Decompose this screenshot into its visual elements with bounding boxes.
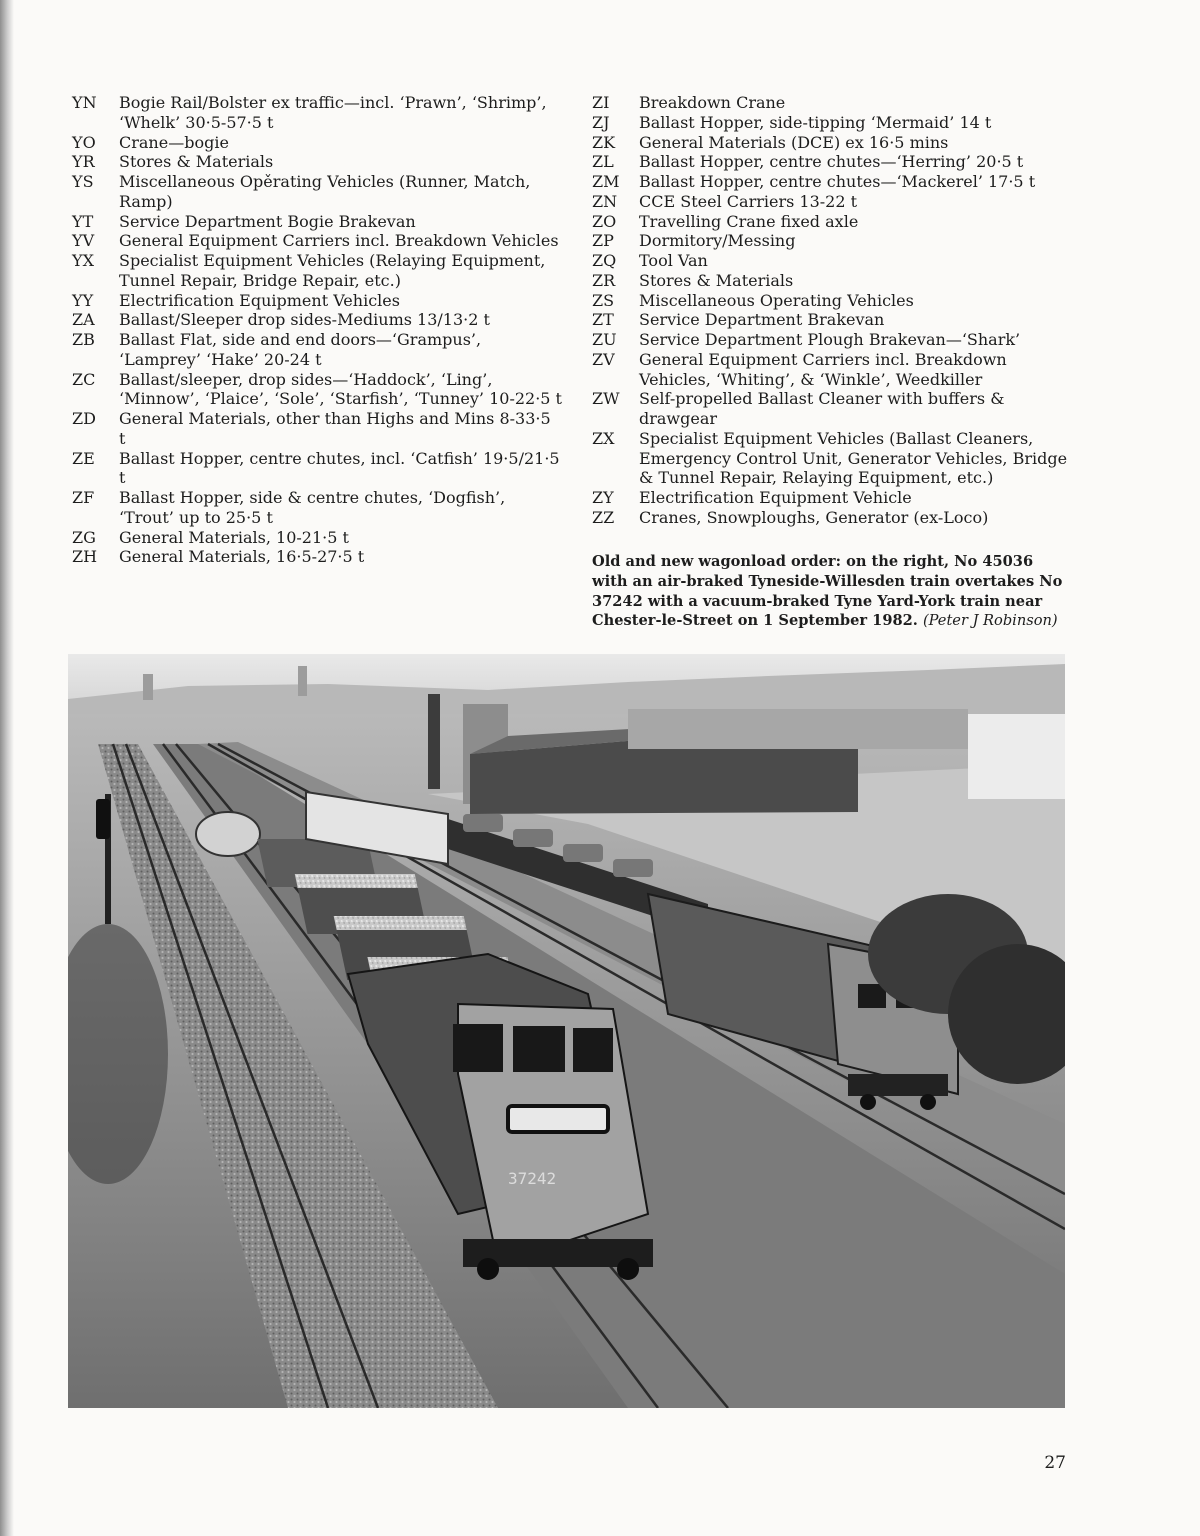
wagon-code-entry [592, 152, 1072, 172]
wagon-code-entry [592, 389, 1072, 429]
photo-credit: (Peter J Robinson) [922, 612, 1058, 630]
wagon-description: Ballast/Sleeper drop sides-Mediums 13/13·2 t [119, 310, 490, 330]
wagon-code-entry [592, 113, 1072, 133]
wagon-code-entry [592, 212, 1072, 232]
wagon-code: ZM [592, 172, 620, 191]
wagon-description: Ballast Hopper, centre chutes—‘Herring’ 20·5 t [639, 152, 1024, 172]
wagon-description: Service Department Plough Brakevan—‘Shark’ [639, 330, 1021, 349]
wagon-code: ZN [592, 191, 618, 211]
wagon-code-entry [72, 310, 562, 330]
wagon-code-entry [592, 310, 1072, 330]
wagon-code-entry [592, 133, 1072, 153]
wagon-code: ZD [72, 409, 96, 428]
wagon-code: ZW [592, 389, 620, 409]
wagon-code-entry [72, 528, 562, 548]
wagon-code: ZS [592, 290, 615, 310]
wagon-code: ZR [592, 270, 616, 290]
wagon-description: Ballast Hopper, side & centre chutes, ‘Dogfish’, ‘Trout’ up to 25·5 t [119, 488, 506, 527]
wagon-code: ZQ [592, 251, 617, 270]
wagon-code-entry [72, 152, 562, 172]
wagon-code-entry [72, 547, 562, 567]
wagon-description: Specialist Equipment Vehicles (Ballast Cleaners, Emergency Control Unit, Generator Vehicles, Bridge & Tunnel Repair, Relaying Equipment, etc.) [639, 428, 1068, 488]
wagon-description: Service Department Brakevan [639, 310, 885, 330]
wagon-description: Ballast Hopper, centre chutes—‘Mackerel’ 17·5 t [639, 172, 1036, 191]
wagon-code: ZH [72, 547, 98, 567]
wagon-description: Electrification Equipment Vehicles [119, 290, 400, 310]
wagon-description: Self-propelled Ballast Cleaner with buffers & drawgear [639, 389, 1005, 428]
wagon-code: ZL [592, 152, 614, 172]
wagon-code: ZK [592, 132, 616, 152]
wagon-code-entry [72, 488, 562, 528]
wagon-code-entry [592, 330, 1072, 350]
wagon-code: ZI [592, 93, 610, 112]
wagon-code-entry [592, 488, 1072, 508]
wagon-code-entry [592, 251, 1072, 271]
wagon-code-entry [72, 93, 562, 133]
wagon-code: ZJ [592, 112, 610, 132]
wagon-description: Bogie Rail/Bolster ex traffic—incl. ‘Prawn’, ‘Shrimp’, ‘Whelk’ 30·5-57·5 t [119, 93, 547, 132]
wagon-description: General Materials (DCE) ex 16·5 mins [639, 132, 949, 152]
wagon-code: YT [72, 211, 94, 231]
wagon-description: Miscellaneous Opěrating Vehicles (Runner, Match, Ramp) [119, 172, 531, 211]
wagon-code-entry [592, 271, 1072, 291]
wagon-description: General Materials, other than Highs and Mins 8-33·5 t [119, 409, 551, 448]
wagon-code-entry [72, 449, 562, 489]
wagon-code: ZY [592, 488, 614, 507]
wagon-description: Stores & Materials [119, 152, 274, 172]
wagon-code: YS [72, 172, 94, 191]
wagon-description: Crane—bogie [119, 132, 229, 152]
wagon-description: Ballast Hopper, side-tipping ‘Mermaid’ 14 t [639, 112, 992, 132]
wagon-code: YR [72, 152, 95, 172]
wagon-description: Service Department Bogie Brakevan [119, 211, 416, 231]
wagon-code: ZX [592, 428, 615, 448]
wagon-code-entry [592, 291, 1072, 311]
wagon-code: ZB [72, 330, 95, 349]
wagon-code-entry [72, 212, 562, 232]
wagon-description: Travelling Crane fixed axle [639, 211, 859, 231]
wagon-code-entry [72, 291, 562, 311]
wagon-code-list-left [72, 93, 562, 567]
page-gutter-shadow [0, 0, 14, 1536]
wagon-code-entry [592, 93, 1072, 113]
wagon-description: General Materials, 10-21·5 t [119, 527, 349, 547]
wagon-code-entry [72, 330, 562, 370]
wagon-code-entry [592, 172, 1072, 192]
wagon-description: Dormitory/Messing [639, 231, 796, 251]
wagon-description: Ballast Hopper, centre chutes, incl. ‘Catfish’ 19·5/21·5 t [119, 448, 560, 488]
page-number: 27 [1044, 1453, 1066, 1473]
wagon-description: Stores & Materials [639, 270, 794, 290]
wagon-code-list-right [592, 93, 1072, 528]
wagon-code: ZV [592, 349, 615, 369]
wagon-description: CCE Steel Carriers 13-22 t [639, 191, 858, 211]
wagon-code: ZE [72, 448, 95, 468]
photo-caption [592, 552, 1072, 631]
wagon-code: ZO [592, 211, 617, 231]
wagon-description: Electrification Equipment Vehicle [639, 488, 912, 507]
wagon-code-entry [72, 231, 562, 251]
wagon-code-entry [592, 192, 1072, 212]
wagon-description: Specialist Equipment Vehicles (Relaying Equipment, Tunnel Repair, Bridge Repair, etc.) [119, 251, 546, 290]
loco-number-plate: 37242 [508, 1169, 557, 1188]
wagon-code: ZC [72, 369, 96, 389]
wagon-description: Ballast/sleeper, drop sides—‘Haddock’, ‘Ling’, ‘Minnow’, ‘Plaice’, ‘Sole’, ‘Starfish’, ‘Tunney’ 10-22·5 t [119, 369, 562, 409]
wagon-description: Breakdown Crane [639, 93, 786, 112]
wagon-description: General Materials, 16·5-27·5 t [119, 547, 365, 567]
wagon-description: General Equipment Carriers incl. Breakdown Vehicles, ‘Whiting’, & ‘Winkle’, Weedkiller [639, 349, 1007, 389]
wagon-code: YY [72, 290, 94, 310]
wagon-code: ZF [72, 488, 95, 507]
wagon-code: YX [72, 251, 94, 270]
wagon-code: YN [72, 93, 97, 112]
wagon-code-entry [592, 350, 1072, 390]
wagon-code-entry [72, 370, 562, 410]
wagon-code: ZA [72, 310, 95, 330]
wagon-code-entry [72, 409, 562, 449]
wagon-code-entry [592, 508, 1072, 528]
wagon-description: Tool Van [639, 251, 708, 270]
caption-text: Old and new wagonload order: on the right, No 45036 with an air-braked Tyneside-Willesden train overtakes No 37242 with a vacuum-braked Tyne Yard-York train near Chester-le-Street on 1 September 1982. [592, 553, 1063, 630]
wagon-code-entry [72, 251, 562, 291]
wagon-code-entry [592, 429, 1072, 488]
wagon-code: ZU [592, 330, 617, 349]
wagon-description: Ballast Flat, side and end doors—‘Grampus’, ‘Lamprey’ ‘Hake’ 20-24 t [119, 330, 482, 369]
wagon-description: General Equipment Carriers incl. Breakdown Vehicles [119, 231, 559, 251]
wagon-code: YV [72, 231, 95, 251]
wagon-code: ZZ [592, 507, 615, 527]
wagon-description: Cranes, Snowploughs, Generator (ex-Loco) [639, 507, 989, 527]
wagon-description: Miscellaneous Operating Vehicles [639, 290, 914, 310]
railway-photograph [68, 654, 1065, 1408]
wagon-code-entry [72, 172, 562, 212]
wagon-code-entry [592, 231, 1072, 251]
wagon-code: ZP [592, 231, 614, 251]
wagon-code: ZG [72, 527, 96, 547]
wagon-code: ZT [592, 310, 614, 330]
wagon-code-entry [72, 133, 562, 153]
wagon-code: YO [72, 132, 96, 152]
